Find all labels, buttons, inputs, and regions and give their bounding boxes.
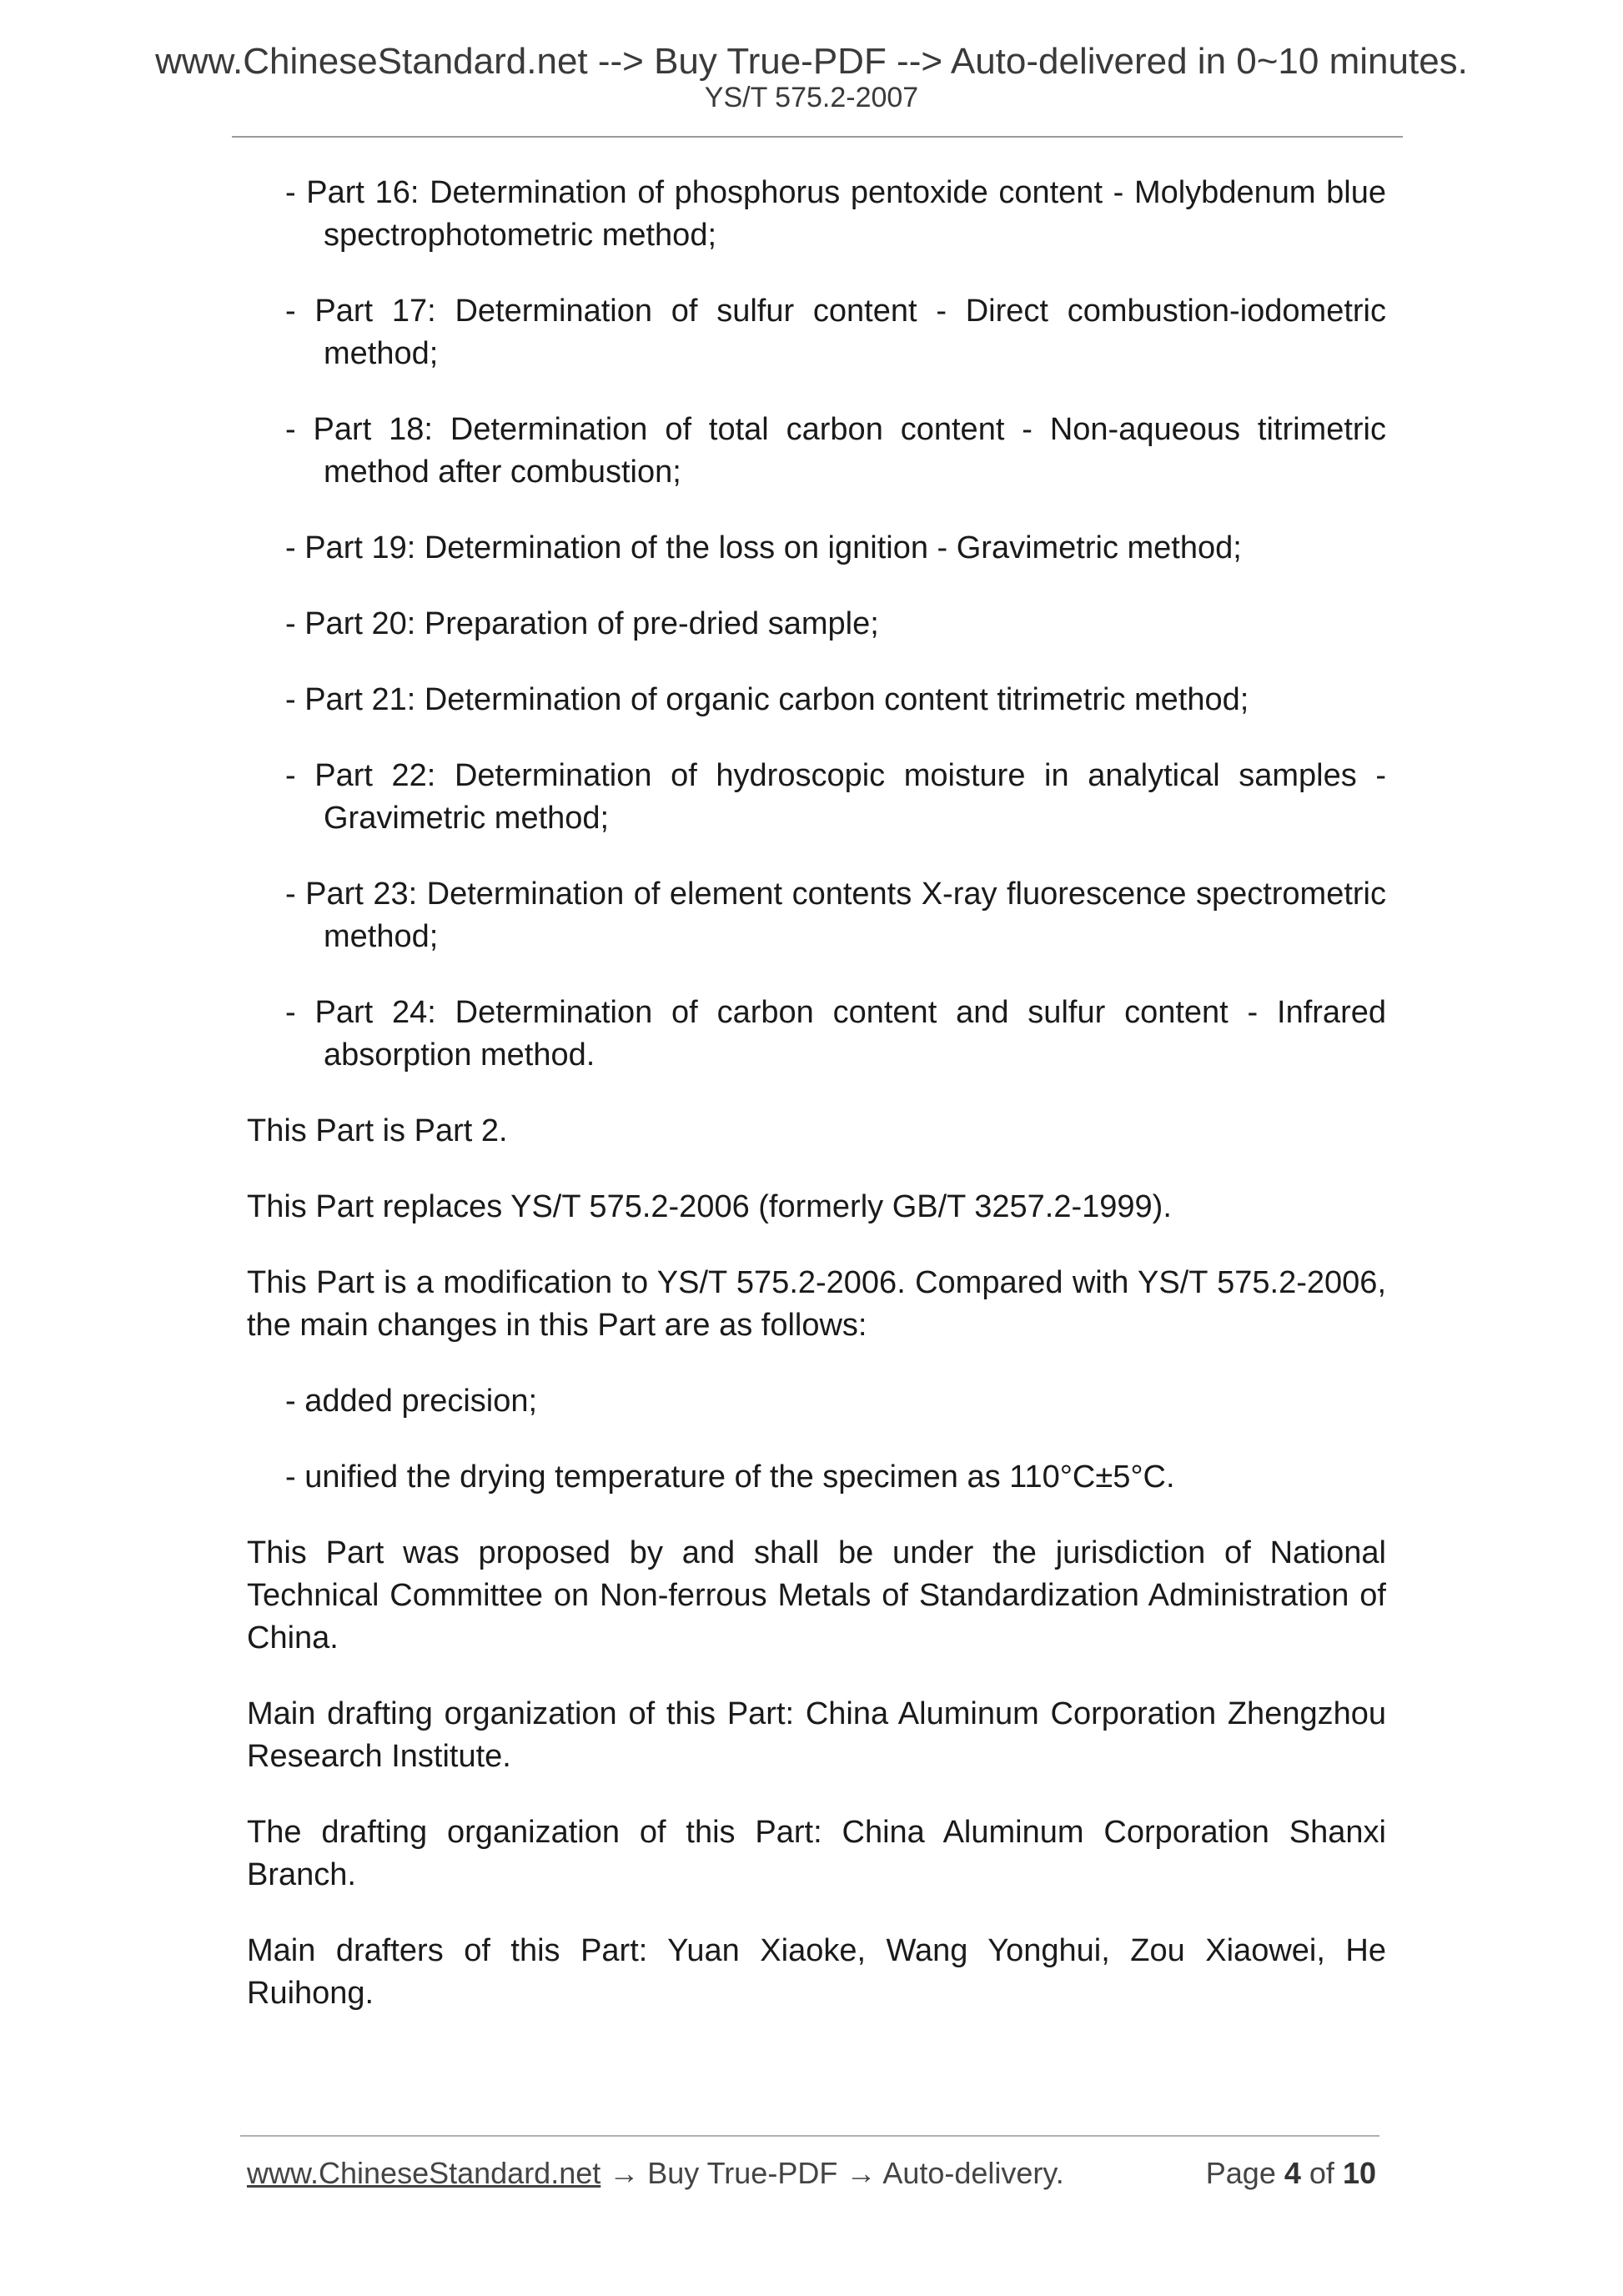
part-list-item: - Part 16: Determination of phosphorus pentoxide content - Molybdenum blue spectrophotometric method; [285,175,1386,253]
replaces-statement: This Part replaces YS/T 575.2-2006 (formerly GB/T 3257.2-1999). [247,1189,1172,1224]
site-link[interactable]: www.ChineseStandard.net [247,2156,601,2190]
part-list-item: - Part 24: Determination of carbon content and sulfur content - Infrared absorption method. [285,995,1386,1073]
page-indicator [1206,2156,1376,2191]
part-list-item: - Part 19: Determination of the loss on ignition - Gravimetric method; [285,530,1242,565]
page-number: 4 [1284,2156,1301,2190]
change-item: - unified the drying temperature of the specimen as 110°C±5°C. [285,1459,1175,1495]
change-item: - added precision; [285,1384,538,1419]
document-body [247,172,1386,2048]
part-list-item: - Part 20: Preparation of pre-dried sample; [285,606,879,641]
main-drafting-organization: Main drafting organization of this Part: China Aluminum Corporation Zhengzhou Research Institute. [247,1696,1386,1774]
footer-links [247,2156,1064,2191]
part-list-item: - Part 22: Determination of hydroscopic moisture in analytical samples - Gravimetric method; [285,758,1386,836]
header-banner: www.ChineseStandard.net --> Buy True-PDF --> Auto-delivered in 0~10 minutes. [155,41,1468,82]
part-statement: This Part is Part 2. [247,1113,508,1148]
standard-number: YS/T 575.2-2007 [704,82,919,113]
part-list-item: - Part 18: Determination of total carbon content - Non-aqueous titrimetric method after combustion; [285,412,1386,490]
part-list-item: - Part 23: Determination of element contents X-ray fluorescence spectrometric method; [285,877,1386,954]
page-footer [247,2156,1376,2198]
page-label: Page [1205,2156,1276,2190]
header-divider [232,136,1403,138]
footer-tagline: → Buy True-PDF → Auto-delivery. [600,2156,1064,2190]
footer-divider [240,2135,1379,2137]
part-list-item: - Part 17: Determination of sulfur content - Direct combustion-iodometric method; [285,294,1386,371]
page-total: 10 [1342,2156,1376,2190]
of-label: of [1309,2156,1334,2190]
main-drafters: Main drafters of this Part: Yuan Xiaoke, Wang Yonghui, Zou Xiaowei, He Ruihong. [247,1933,1386,2011]
proposed-statement: This Part was proposed by and shall be under the jurisdiction of National Technical Committee on Non-ferrous Metals of Standardization Administration of China. [247,1535,1386,1655]
modification-statement: This Part is a modification to YS/T 575.2-2006. Compared with YS/T 575.2-2006, the main changes in this Part are as follows: [247,1265,1386,1343]
part-list-item: - Part 21: Determination of organic carbon content titrimetric method; [285,682,1249,717]
drafting-organization: The drafting organization of this Part: China Aluminum Corporation Shanxi Branch. [247,1815,1386,1892]
